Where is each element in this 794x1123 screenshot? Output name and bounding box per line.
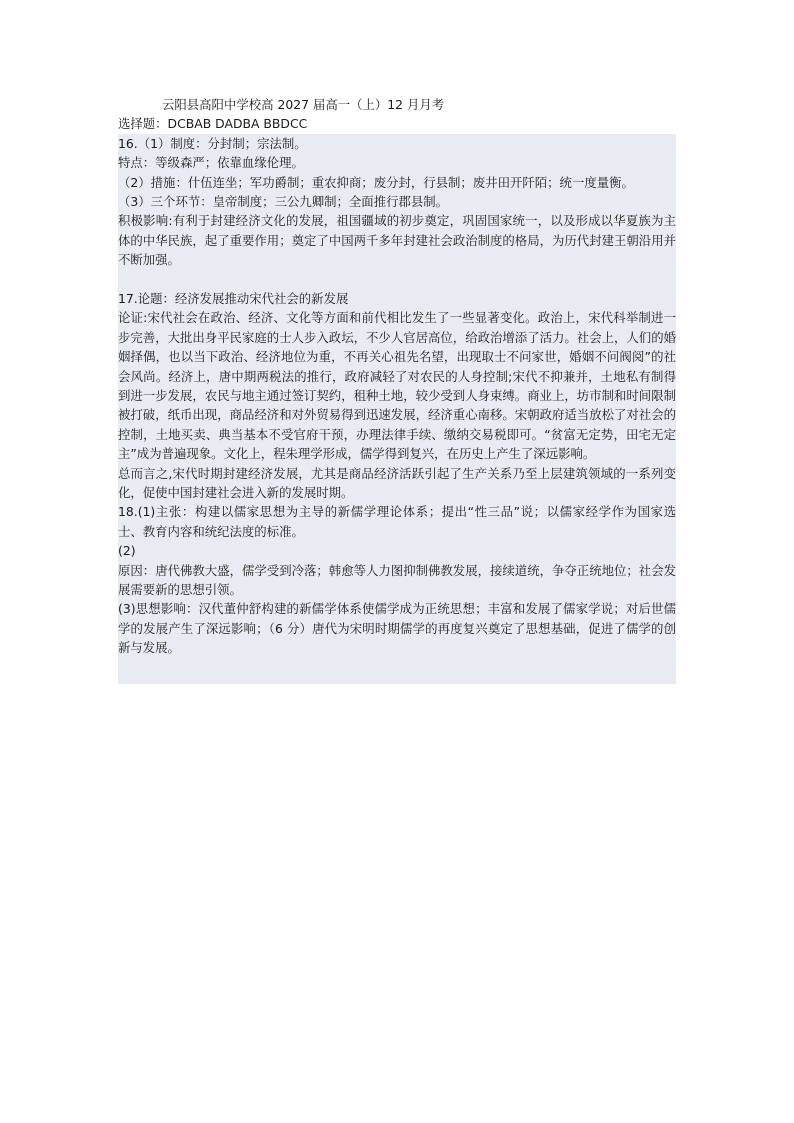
q16-measures: （2）措施：什伍连坐；军功爵制；重农抑商；废分封，行县制；废井田开阡陌；统一度量衡。 xyxy=(118,174,634,190)
q16-three-links: （3）三个环节：皇帝制度；三公九卿制；全面推行郡县制。 xyxy=(118,193,449,209)
q18-proposal: 18.(1)主张：构建以儒家思想为主导的新儒学理论体系；提出“性三品”说；以儒家经学作为国家选士、教育内容和统纪法度的标准。 xyxy=(118,504,676,539)
q16-system: 16.（1）制度：分封制；宗法制。 xyxy=(118,135,307,151)
spacer xyxy=(118,658,676,684)
q18-part2-label: (2) xyxy=(118,543,136,559)
q17-topic: 17.论题：经济发展推动宋代社会的新发展 xyxy=(118,290,349,306)
q18-influence: (3)思想影响：汉代董仲舒构建的新儒学体系使儒学成为正统思想；丰富和发展了儒家学说；对后世儒学的发展产生了深远影响；（6 分）唐代为宋明时期儒学的再度复兴奠定了思想基础，促进了儒学的创新与发展。 xyxy=(118,601,676,656)
q17-argument: 论证:宋代社会在政治、经济、文化等方面和前代相比发生了一些显著变化。政治上，宋代科举制进一步完善，大批出身平民家庭的士人步入政坛，不少人官居高位，给政治增添了活力。社会上，人们的婚姻择偶，也以当下政治、经济地位为重，不再关心祖先名望，出现取士不问家世，婚姻不问阀阅”的社会风尚。经济上，唐中期两税法的推行，政府减轻了对农民的人身控制;宋代不抑兼并，土地私有制得到进一步发展，农民与地主通过签订契约，租种土地，较少受到人身束缚。商业上，坊市制和时间限制被打破，纸币出现，商品经济和对外贸易得到迅速发展，经济重心南移。宋朝政府适当放松了对社会的控制，土地买卖、典当基本不受官府干预，办理法律手续、缴纳交易税即可。“贫富无定势，田宅无定主”成为普遍现象。文化上，程朱理学形成，儒学得到复兴，在历史上产生了深远影响。 xyxy=(118,310,676,462)
document-title: 云阳县高阳中学校高 2027 届高一（上）12 月月考 xyxy=(162,97,445,112)
q16-features: 特点：等级森严；依靠血缘伦理。 xyxy=(118,155,304,171)
answer-key-document xyxy=(118,95,676,684)
q16-positive-influence: 积极影响:有利于封建经济文化的发展，祖国疆域的初步奠定，巩固国家统一，以及形成以华夏族为主体的中华民族，起了重要作用；奠定了中国两千多年封建社会政治制度的格局，为历代封建王朝沿用并不断加强。 xyxy=(118,213,676,268)
q16-block xyxy=(118,134,676,289)
q18-block xyxy=(118,502,676,683)
q18-reasons: 原因：唐代佛教大盛，儒学受到冷落；韩愈等人力图抑制佛教发展，接续道统，争夺正统地位；社会发展需要新的思想引领。 xyxy=(118,562,676,598)
q17-block xyxy=(118,289,676,502)
choice-answers: 选择题：DCBAB DADBA BBDCC xyxy=(118,116,308,132)
spacer xyxy=(118,270,676,289)
q17-conclusion: 总而言之,宋代时期封建经济发展，尤其是商品经济活跃引起了生产关系乃至上层建筑领域的一系列变化，促使中国封建社会进入新的发展时期。 xyxy=(118,465,676,501)
